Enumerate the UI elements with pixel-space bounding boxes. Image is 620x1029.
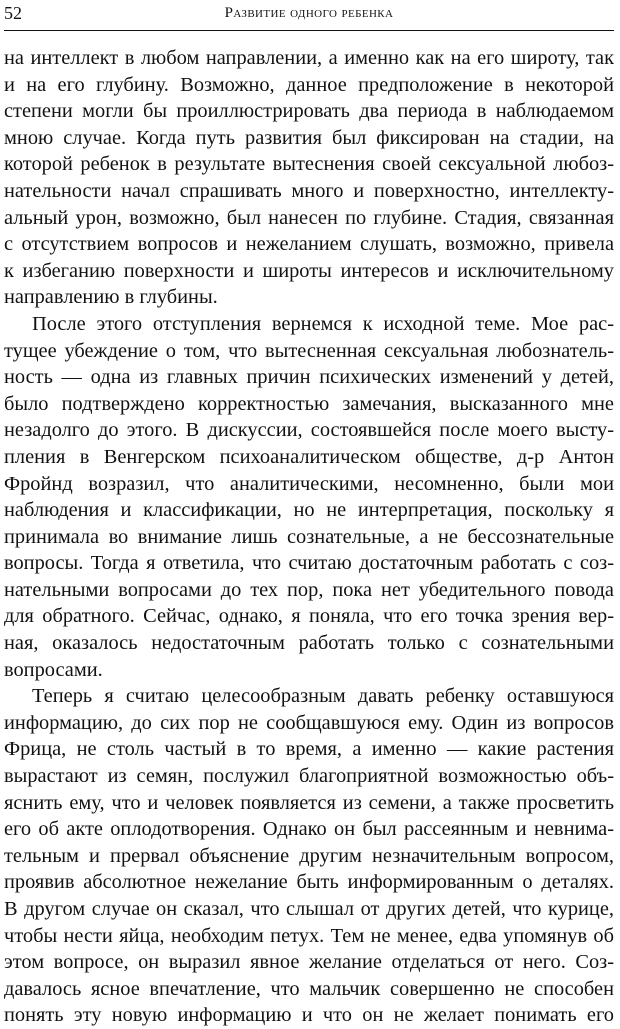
text-line: направлению в глубины. (4, 286, 218, 309)
paragraph (4, 45, 614, 311)
text-line: Теперь я считаю целесообразным давать ребенку оставшуюся (32, 685, 614, 708)
text-line: Фрица, не столь частый в то время, а именно — какие растения (4, 738, 614, 761)
text-line: пления в Венгерском психоаналитическом обществе, д-р Антон (4, 445, 614, 468)
text-line: его об акте оплодотворения. Однако он был рассеянным и невнима- (4, 818, 614, 841)
text-line: тущее убеждение о том, что вытесненная сексуальная любознатель- (4, 339, 614, 362)
text-line: незадолго до этого. В дискуссии, состоявшейся после моего высту- (4, 419, 614, 442)
text-line: вопросы. Тогда я ответила, что считаю достаточным работать с соз- (4, 552, 614, 575)
text-line: проявив абсолютное нежелание быть информированным о деталях. (4, 871, 614, 894)
text-line: степени могли бы проиллюстрировать два периода в наблюдаемом (4, 100, 614, 123)
text-line: яснить ему, что и человек появляется из семени, а также просветить (4, 791, 614, 814)
text-line: которой ребенок в результате вытеснения своей сексуальной любоз- (4, 153, 614, 176)
text-line: ность — одна из главных причин психических изменений у детей, (4, 366, 614, 389)
text-line: тельным и прервал объяснение другим незначительным вопросом, (4, 844, 614, 867)
text-line: В другом случае он сказал, что слышал от других детей, что курице, (4, 898, 614, 920)
text-line: этом вопросе, он выразил явное желание отделаться от него. Соз- (4, 951, 614, 974)
text-line: давалось ясное впечатление, что мальчик совершенно не способен (4, 977, 614, 1000)
page-number: 52 (4, 3, 22, 23)
text-line: понять эту новую информацию и что он не желает понимать его (4, 1004, 614, 1027)
running-title: Развитие одного ребенка (224, 5, 394, 21)
body-text (4, 45, 614, 1029)
text-line: После этого отступления вернемся к исходной теме. Мое рас- (32, 312, 614, 335)
text-line: к избеганию поверхности и широты интересов и исключительному (4, 259, 614, 282)
text-line: чтобы нести яйца, необходим петух. Тем не менее, едва упомянув об (4, 924, 614, 947)
header-rule (4, 30, 614, 31)
paragraph (4, 311, 614, 683)
text-line: нательности начал спрашивать много и поверхностно, интеллекту- (4, 179, 614, 202)
text-line: с отсутствием вопросов и нежеланием слушать, возможно, привела (4, 233, 614, 256)
text-line: на интеллект в любом направлении, а именно как на его широту, так (4, 47, 614, 69)
text-line: наблюдения и классификации, но не интерпретация, поскольку я (4, 499, 614, 522)
text-line: мною случае. Когда путь развития был фиксирован на стадии, на (4, 126, 614, 149)
text-line: вырастают из семян, послужил благоприятной возможностью объ- (4, 765, 614, 788)
text-line: для обратного. Сейчас, однако, я поняла, что его точка зрения вер- (4, 605, 614, 628)
text-line: вопросами. (4, 658, 103, 681)
page-header (4, 0, 614, 30)
text-line: нательными вопросами до тех пор, пока нет убедительного повода (4, 578, 614, 601)
text-line: Фройнд возразил, что аналитическими, несомненно, были мои (4, 472, 614, 495)
text-line: и на его глубину. Возможно, данное предположение в некоторой (4, 73, 614, 96)
paragraph (4, 683, 614, 1029)
text-line: принимала во внимание лишь сознательные, а не бессознательные (4, 525, 614, 548)
text-line: ная, оказалось недостаточным работать только с сознательными (4, 632, 614, 655)
text-line: информацию, до сих пор не сообщавшуюся ему. Один из вопросов (4, 711, 614, 734)
text-line: альный урон, возможно, был нанесен по глубине. Стадия, связанная (4, 206, 614, 229)
text-line: было подтверждено корректностью замечания, высказанного мне (4, 392, 614, 415)
